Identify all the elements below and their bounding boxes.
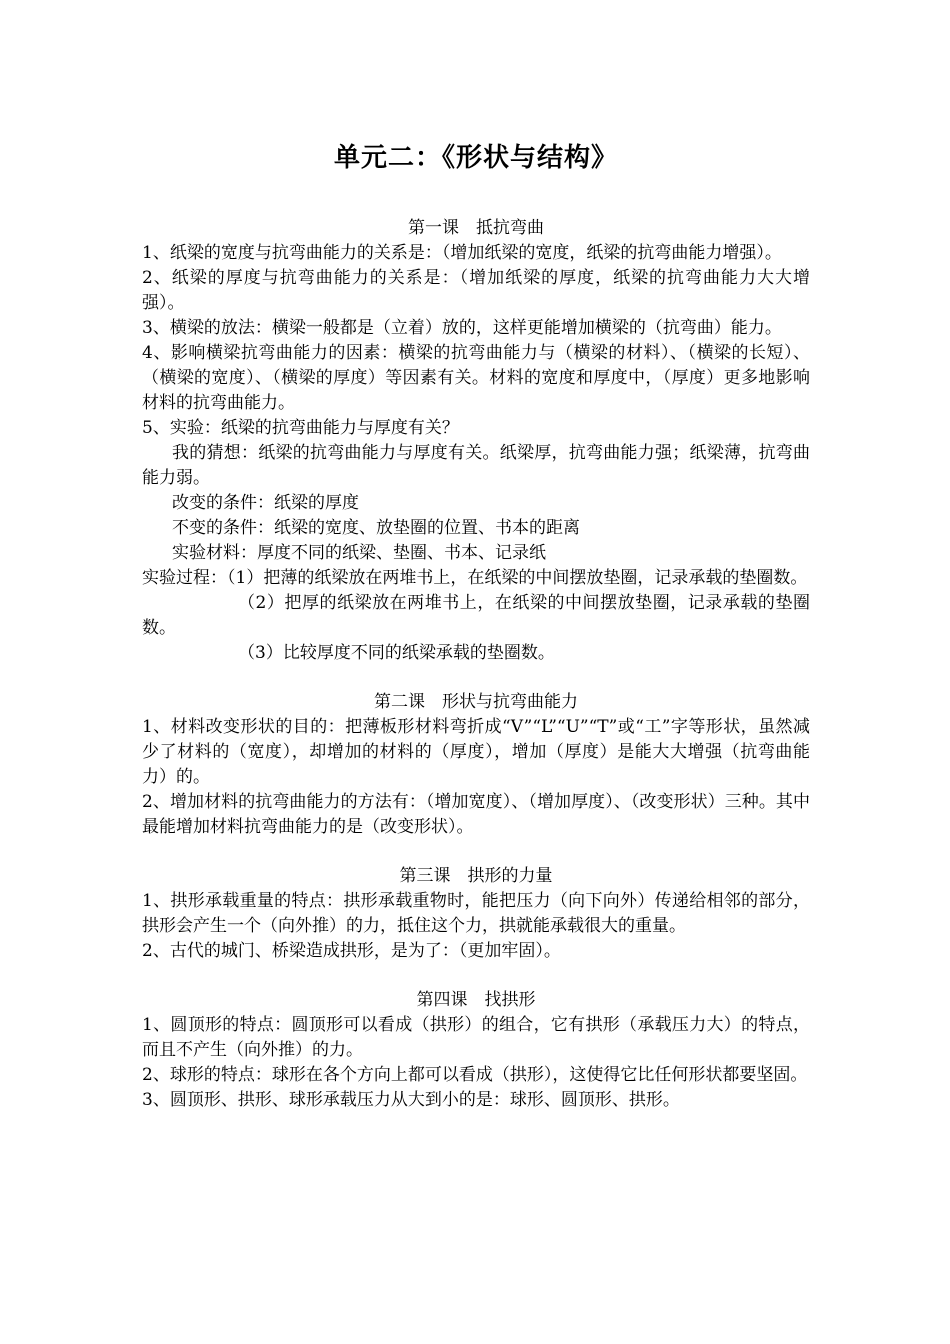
paragraph: 3、横梁的放法：横梁一般都是（立着）放的，这样更能增加横梁的（抗弯曲）能力。 bbox=[142, 318, 782, 338]
paragraph: 3、圆顶形、拱形、球形承载压力从大到小的是：球形、圆顶形、拱形。 bbox=[142, 1090, 680, 1110]
paragraph: （3）比较厚度不同的纸梁承载的垫圈数。 bbox=[238, 643, 555, 663]
lesson-heading: 第四课 找拱形 bbox=[416, 990, 536, 1010]
paragraph: 不变的条件：纸梁的宽度、放垫圈的位置、书本的距离 bbox=[172, 518, 580, 538]
spacer bbox=[142, 666, 810, 690]
spacer bbox=[142, 964, 810, 988]
lesson-2 bbox=[142, 690, 810, 840]
paragraph: 5、实验：纸梁的抗弯曲能力与厚度有关？ bbox=[142, 418, 459, 438]
paragraph: 1、纸梁的宽度与抗弯曲能力的关系是：（增加纸梁的宽度，纸梁的抗弯曲能力增强）。 bbox=[142, 243, 782, 263]
paragraph: 2、纸梁的厚度与抗弯曲能力的关系是：（增加纸梁的厚度，纸梁的抗弯曲能力大大增强）。 bbox=[142, 268, 810, 313]
lesson-3 bbox=[142, 864, 810, 964]
paragraph: 2、增加材料的抗弯曲能力的方法有：（增加宽度）、（增加厚度）、（改变形状）三种。其中最能增加材料抗弯曲能力的是（改变形状）。 bbox=[142, 792, 810, 837]
paragraph: 1、材料改变形状的目的：把薄板形材料弯折成“V”“L”“U”“T”或“工”字等形状，虽然减少了材料的（宽度），却增加的材料的（厚度），增加（厚度）是能大大增强（抗弯曲能力）的。 bbox=[142, 717, 810, 787]
lesson-heading: 第三课 拱形的力量 bbox=[399, 866, 553, 886]
paragraph: 4、影响横梁抗弯曲能力的因素：横梁的抗弯曲能力与（横梁的材料）、（横梁的长短）、（横梁的宽度）、（横梁的厚度）等因素有关。材料的宽度和厚度中，（厚度）更多地影响材料的抗弯曲能力。 bbox=[142, 343, 810, 413]
spacer bbox=[142, 840, 810, 864]
lesson-heading: 第一课 抵抗弯曲 bbox=[408, 218, 544, 238]
paragraph: 实验材料：厚度不同的纸梁、垫圈、书本、记录纸 bbox=[172, 543, 546, 563]
paragraph: 2、古代的城门、桥梁造成拱形，是为了：（更加牢固）。 bbox=[142, 941, 561, 961]
paragraph: 实验过程：（1）把薄的纸梁放在两堆书上，在纸梁的中间摆放垫圈，记录承载的垫圈数。 bbox=[142, 568, 808, 588]
paragraph: 改变的条件：纸梁的厚度 bbox=[172, 493, 359, 513]
paragraph: 1、圆顶形的特点：圆顶形可以看成（拱形）的组合，它有拱形（承载压力大）的特点，而且不产生（向外推）的力。 bbox=[142, 1015, 810, 1060]
unit-title: 单元二：《形状与结构》 bbox=[333, 143, 618, 173]
lesson-heading: 第二课 形状与抗弯曲能力 bbox=[374, 692, 578, 712]
paragraph: 1、拱形承载重量的特点：拱形承载重物时，能把压力（向下向外）传递给相邻的部分，拱形会产生一个（向外推）的力，抵住这个力，拱就能承载很大的重量。 bbox=[142, 891, 810, 936]
paragraph: 我的猜想：纸梁的抗弯曲能力与厚度有关。纸梁厚，抗弯曲能力强；纸梁薄，抗弯曲能力弱。 bbox=[142, 443, 810, 488]
paragraph: （2）把厚的纸梁放在两堆书上，在纸梁的中间摆放垫圈，记录承载的垫圈数。 bbox=[142, 593, 810, 638]
paragraph: 2、球形的特点：球形在各个方向上都可以看成（拱形），这使得它比任何形状都要坚固。 bbox=[142, 1065, 808, 1085]
lesson-1 bbox=[142, 216, 810, 666]
lesson-4 bbox=[142, 988, 810, 1113]
